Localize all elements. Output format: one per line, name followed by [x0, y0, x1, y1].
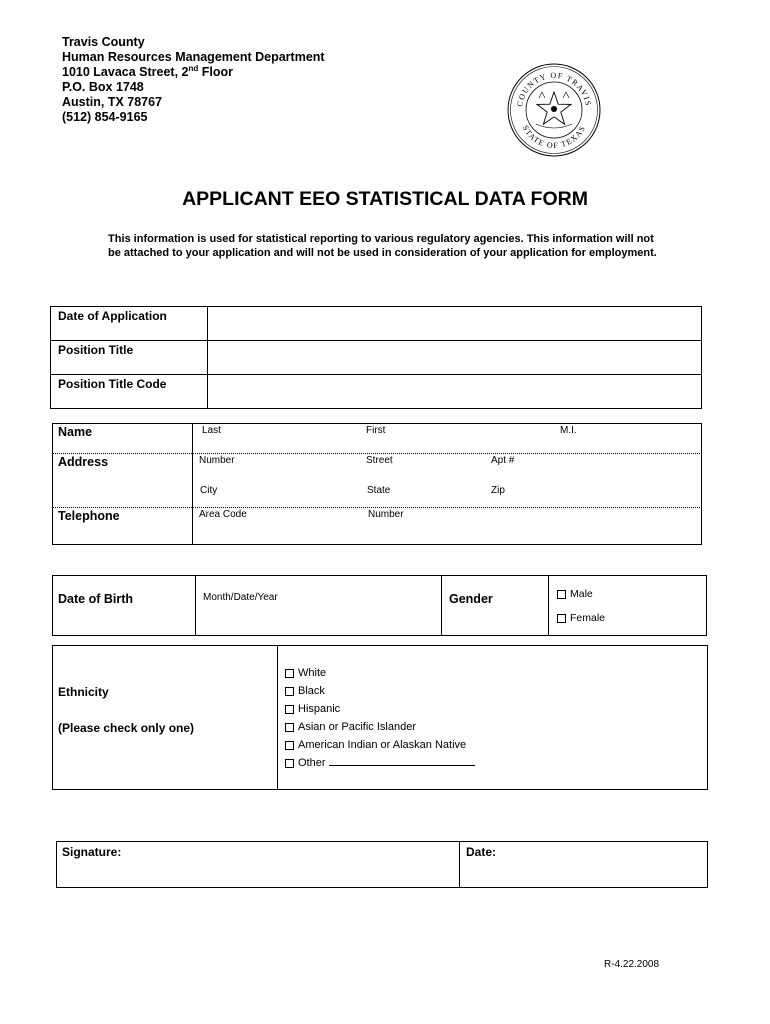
zip-hint[interactable]: Zip [491, 485, 505, 496]
contact-divider [192, 423, 193, 545]
birth-divider-1 [195, 575, 196, 636]
ethnicity-option-hispanic[interactable] [285, 703, 340, 715]
other-checkbox[interactable] [285, 759, 294, 768]
date-of-application-field[interactable] [208, 307, 702, 341]
street-number-hint[interactable]: Number [199, 455, 235, 466]
position-title-code-field[interactable] [208, 375, 702, 409]
signature-date-field[interactable] [460, 862, 707, 887]
birth-divider-2 [441, 575, 442, 636]
ethnicity-option-other[interactable] [285, 757, 475, 769]
street-hint[interactable]: Street [366, 455, 393, 466]
date-of-application-label: Date of Application [51, 307, 208, 341]
ethnicity-divider [277, 645, 278, 790]
other-fill-line[interactable] [329, 765, 475, 766]
birth-gender-section [52, 575, 707, 636]
hispanic-label: Hispanic [298, 703, 341, 715]
street-text: 1010 Lavaca Street, 2 [62, 65, 189, 79]
ethnicity-instruction: (Please check only one) [58, 721, 195, 735]
american-indian-label: American Indian or Alaskan Native [298, 739, 467, 751]
name-label: Name [58, 425, 93, 439]
form-title: APPLICANT EEO STATISTICAL DATA FORM [182, 188, 588, 210]
date-of-birth-hint[interactable]: Month/Date/Year [203, 592, 278, 603]
ethnicity-label: Ethnicity [58, 685, 109, 699]
black-label: Black [298, 685, 325, 697]
telephone-label: Telephone [58, 509, 120, 523]
other-label: Other [298, 757, 326, 769]
agency-phone: (512) 854-9165 [62, 110, 148, 124]
american-indian-checkbox[interactable] [285, 741, 294, 750]
ordinal-suffix: nd [188, 63, 199, 73]
female-checkbox[interactable] [557, 614, 566, 623]
application-table [50, 306, 702, 409]
position-title-label: Position Title [51, 341, 208, 375]
male-label: Male [570, 588, 593, 600]
apt-hint[interactable]: Apt # [491, 455, 515, 466]
contact-section [52, 423, 702, 545]
agency-address [62, 35, 325, 125]
form-intro: This information is used for statistical reporting to various regulatory agencies. This information will not be attached to your application and will not be used in consideration of your application for employment. [108, 233, 657, 259]
address-separator [52, 507, 702, 508]
address-label: Address [58, 455, 109, 469]
name-separator [52, 453, 702, 454]
agency-department: Human Resources Management Department [62, 50, 325, 64]
state-hint[interactable]: State [367, 485, 391, 496]
city-hint[interactable]: City [200, 485, 218, 496]
birth-divider-3 [548, 575, 549, 636]
female-label: Female [570, 612, 606, 624]
middle-initial-hint[interactable]: M.I. [560, 425, 577, 436]
signature-label: Signature: [62, 845, 122, 859]
gender-male-option[interactable] [557, 588, 593, 600]
white-label: White [298, 667, 327, 679]
agency-po-box: P.O. Box 1748 [62, 80, 144, 94]
revision-code: R-4.22.2008 [604, 959, 660, 970]
hispanic-checkbox[interactable] [285, 705, 294, 714]
agency-street [62, 65, 325, 80]
phone-number-hint[interactable]: Number [368, 509, 404, 520]
floor-text: Floor [198, 65, 233, 79]
signature-date-label: Date: [466, 845, 497, 859]
seal-bottom-text: STATE OF TEXAS [520, 123, 588, 151]
seal-top-text: COUNTY OF TRAVIS [515, 70, 593, 108]
area-code-hint[interactable]: Area Code [199, 509, 247, 520]
ethnicity-option-asian[interactable] [285, 721, 416, 733]
ethnicity-option-american-indian[interactable] [285, 739, 466, 751]
male-checkbox[interactable] [557, 590, 566, 599]
ethnicity-option-black[interactable] [285, 685, 325, 697]
position-title-field[interactable] [208, 341, 702, 375]
last-name-hint[interactable]: Last [202, 425, 221, 436]
black-checkbox[interactable] [285, 687, 294, 696]
gender-label: Gender [449, 592, 493, 606]
first-name-hint[interactable]: First [366, 425, 386, 436]
white-checkbox[interactable] [285, 669, 294, 678]
gender-female-option[interactable] [557, 612, 605, 624]
signature-field[interactable] [57, 862, 458, 887]
date-of-birth-label: Date of Birth [58, 592, 133, 606]
agency-city-zip: Austin, TX 78767 [62, 95, 163, 109]
county-seal [506, 62, 602, 158]
ethnicity-option-white[interactable] [285, 667, 326, 679]
asian-label: Asian or Pacific Islander [298, 721, 416, 733]
asian-checkbox[interactable] [285, 723, 294, 732]
agency-county: Travis County [62, 35, 145, 49]
position-title-code-label: Position Title Code [51, 375, 208, 409]
